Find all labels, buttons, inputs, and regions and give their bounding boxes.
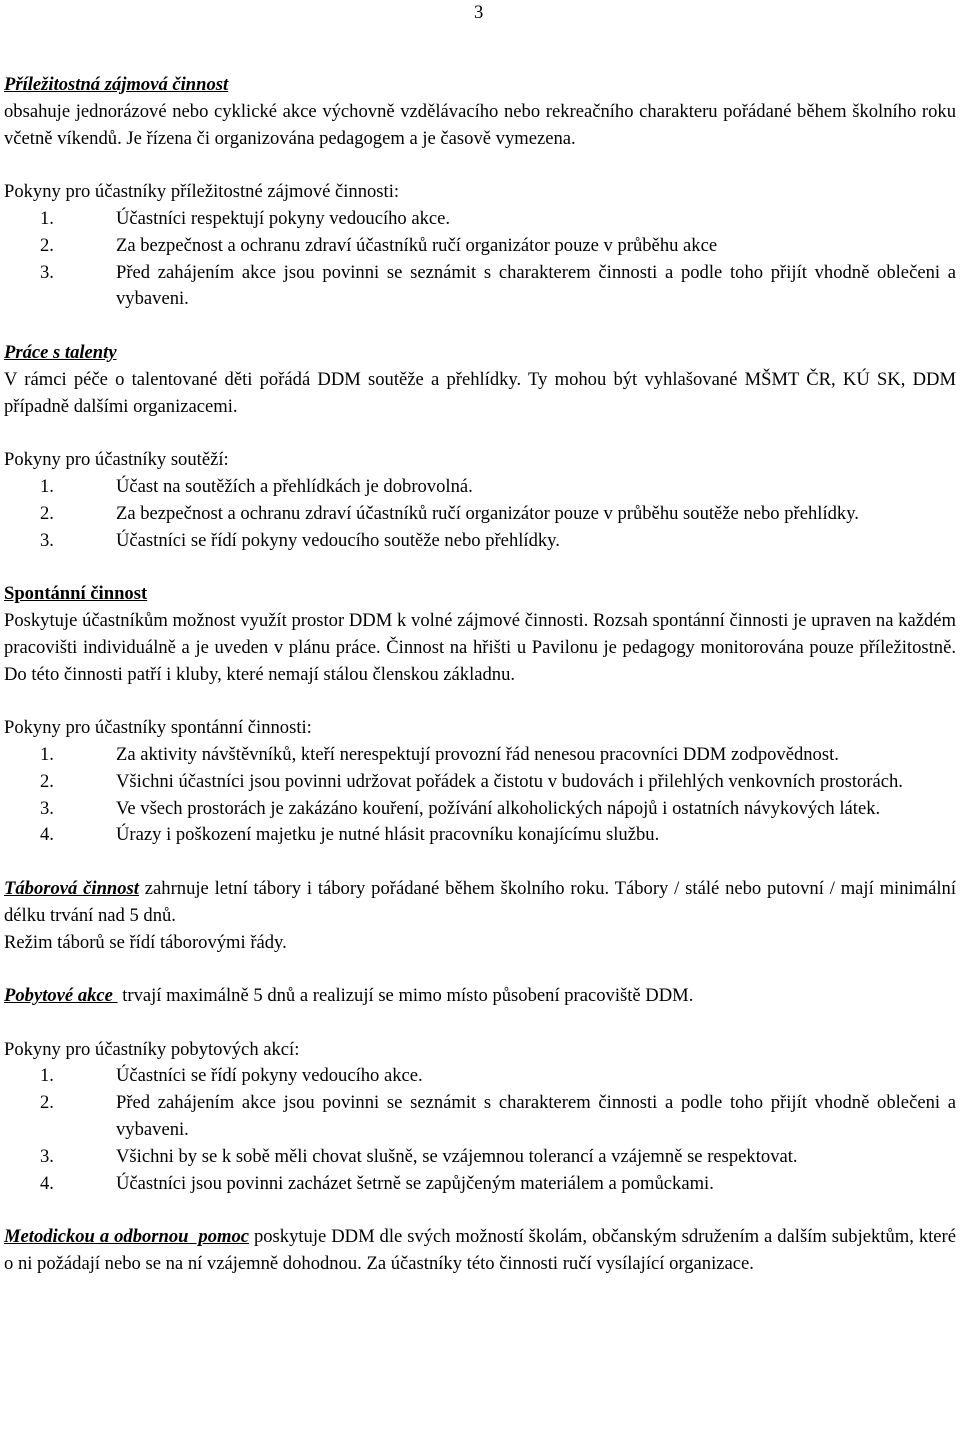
list-item: 2. Za bezpečnost a ochranu zdraví účastníků ručí organizátor pouze v průběhu soutěže nebo přehlídky.	[40, 502, 859, 524]
section-talenty	[4, 340, 956, 554]
section-taborova	[4, 876, 956, 956]
section-spontanni	[4, 581, 956, 849]
instructions-list	[4, 474, 956, 554]
list-item: 1. Účastníci respektují pokyny vedoucího akce.	[40, 207, 451, 229]
list-item: 3. Ve všech prostorách je zakázáno kouření, požívání alkoholických nápojů i ostatních návykových látek.	[40, 797, 881, 819]
section-body: trvají maximálně 5 dnů a realizují se mimo místo působení pracoviště DDM.	[117, 985, 694, 1007]
document-body	[4, 72, 956, 1278]
section-heading: Práce s talenty	[4, 341, 117, 363]
list-item: 2. Všichni účastníci jsou povinni udržovat pořádek a čistotu v budovách i přilehlých venkovních prostorách.	[40, 770, 903, 792]
section-body: obsahuje jednorázové nebo cyklické akce výchovně vzdělávacího nebo rekreačního charakteru pořádané během školního roku včetně víkendů. Je řízena či organizována pedagogem a je časově vymezena.	[4, 100, 956, 149]
section-heading: Spontánní činnost	[4, 583, 148, 605]
section-body: V rámci péče o talentované děti pořádá DDM soutěže a přehlídky. Ty mohou být vyhlašované MŠMT ČR, KÚ SK, DDM případně dalšími organizacemi.	[4, 368, 956, 417]
list-item: 1. Za aktivity návštěvníků, kteří nerespektují provozní řád nenesou pracovníci DDM zodpovědnost.	[40, 743, 839, 765]
list-item: 4. Účastníci jsou povinni zacházet šetrně se zapůjčeným materiálem a pomůckami.	[40, 1172, 714, 1194]
section-body-2: Režim táborů se řídí táborovými řády.	[4, 931, 287, 953]
instructions-title: Pokyny pro účastníky pobytových akcí:	[4, 1038, 300, 1060]
instructions-list	[4, 742, 956, 849]
section-heading: Metodickou a odbornou pomoc	[4, 1226, 250, 1248]
list-item: 2. Za bezpečnost a ochranu zdraví účastníků ručí organizátor pouze v průběhu akce	[40, 234, 718, 256]
instructions-title: Pokyny pro účastníky příležitostné zájmové činnosti:	[4, 181, 400, 203]
section-heading: Táborová činnost	[4, 877, 139, 899]
list-item: 3. Účastníci se řídí pokyny vedoucího soutěže nebo přehlídky.	[40, 529, 560, 551]
section-metodicka	[4, 1224, 956, 1278]
list-item: 1. Účast na soutěžích a přehlídkách je dobrovolná.	[40, 475, 473, 497]
section-heading: Příležitostná zájmová činnost	[4, 74, 229, 95]
list-item: 4. Úrazy i poškození majetku je nutné hlásit pracovníku konajícímu službu.	[40, 824, 660, 846]
list-item: 3. Všichni by se k sobě měli chovat slušně, se vzájemnou tolerancí a vzájemně se respektovat.	[40, 1145, 798, 1167]
section-body: poskytuje DDM dle svých možností školám, občanským sdružením a dalším subjektům, které o ni požádají nebo se na ní vzájemně dohodnou. Za účastníky této činnosti ručí vysílající organizace.	[4, 1226, 956, 1275]
instructions-title: Pokyny pro účastníky soutěží:	[4, 449, 229, 471]
section-heading: Pobytové akce	[4, 985, 118, 1007]
instructions-title: Pokyny pro účastníky spontánní činnosti:	[4, 717, 312, 739]
section-body: Poskytuje účastníkům možnost využít prostor DDM k volné zájmové činnosti. Rozsah spontánní činnosti je upraven na každém pracovišti individuálně a je uveden v plánu práce. Činnost na hřišti u Pavilonu je pedagogy monitorována pouze příležitostně. Do této činnosti patří i kluby, které nemají stálou členskou základnu.	[4, 609, 956, 685]
list-item: 3. Před zahájením akce jsou povinni se seznámit s charakterem činnosti a podle toho přijít vhodně oblečeni a vybaveni.	[40, 261, 956, 310]
section-pobytove	[4, 983, 956, 1197]
section-prilezitostna	[4, 72, 956, 313]
list-item: 2. Před zahájením akce jsou povinni se seznámit s charakterem činnosti a podle toho přijít vhodně oblečeni a vybaveni.	[40, 1092, 956, 1141]
section-body: zahrnuje letní tábory i tábory pořádané během školního roku. Tábory / stálé nebo putovní / mají minimální délku trvání nad 5 dnů.	[4, 877, 957, 926]
instructions-list	[4, 1063, 956, 1197]
list-item: 1. Účastníci se řídí pokyny vedoucího akce.	[40, 1065, 423, 1087]
instructions-list	[4, 206, 956, 313]
page-number: 3	[474, 2, 484, 23]
